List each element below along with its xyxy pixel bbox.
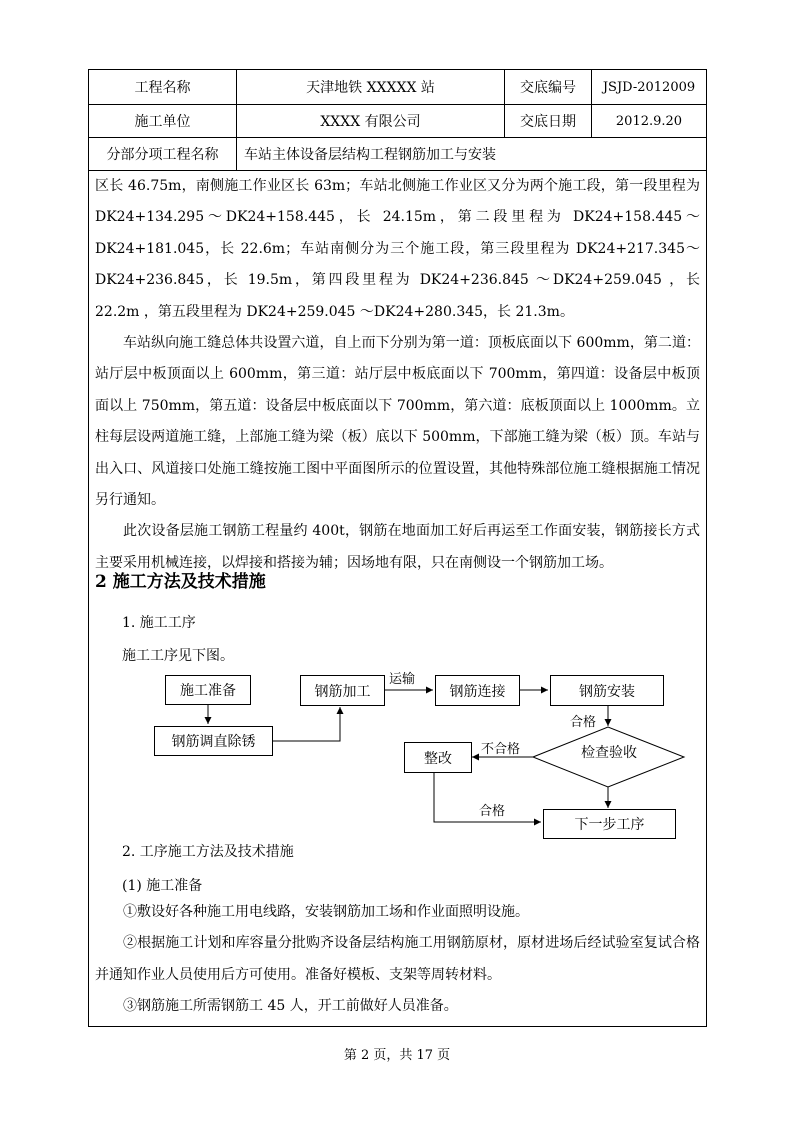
item-list (89, 897, 706, 1023)
flow-step-connect: 钢筋连接 (435, 675, 520, 706)
flow-label-pass: 合格 (570, 715, 597, 730)
date-value: 2012.9.20 (615, 113, 683, 129)
section-heading: 2 施工方法及技术措施 (95, 572, 266, 592)
flow-step-inspect: 检查验收 (581, 745, 637, 761)
project-name-value: 天津地铁 XXXXX 站 (306, 80, 435, 96)
paragraph: 此次设备层施工钢筋工程量约 400t，钢筋在地面加工好后再运至工作面安装，钢筋接长方式主要采用机械连接，以焊接和搭接为辅；因场地有限，只在南侧设一个钢筋加工场。 (95, 523, 700, 571)
project-name-label: 工程名称 (134, 80, 191, 96)
contractor-value: XXXX 有限公司 (320, 114, 421, 130)
date-label: 交底日期 (520, 114, 576, 130)
doc-no-value: JSJD-2012009 (602, 79, 696, 95)
list-item: ②根据施工计划和库容量分批购齐设备层结构施工用钢筋原材，原材进场后经试验室复试合格并通知作业人员使用后方可使用。准备好模板、支架等周转材料。 (95, 935, 700, 983)
subsection-text: 施工工序见下图。 (122, 648, 234, 664)
page-footer: 第 2 页，共 17 页 (343, 1048, 451, 1063)
arrow-straighten-to-process (273, 707, 340, 741)
subsection-item: (1) 施工准备 (122, 878, 203, 894)
flow-step-install: 钢筋安装 (550, 675, 664, 706)
document-frame (88, 69, 707, 1027)
flow-label-transport: 运输 (389, 672, 416, 687)
flow-step-next: 下一步工序 (543, 809, 676, 839)
flow-step-rectify: 整改 (404, 742, 472, 773)
paragraph: 区长 46.75m，南侧施工作业区长 63m；车站北侧施工作业区又分为两个施工段，第一段里程为 DK24+134.295～DK24+158.445，长 24.15m，第二段里程为 DK24+158.445～DK24+181.045，长 22.6m；车站南侧分为三个施工段，第三段里程为 DK24+217.345～DK24+236.845，长 19.5m，第四段里程为 DK24+236.845 ～DK24+259.045 ，长 22.2m ，第五段里程为 DK24+259.045 ～DK24+280.345，长 21.3m。 (95, 178, 700, 320)
flow-step-prep: 施工准备 (165, 675, 251, 705)
flow-label-pass: 合格 (479, 804, 506, 819)
list-item: ③钢筋施工所需钢筋工 45 人，开工前做好人员准备。 (123, 998, 458, 1015)
contractor-label: 施工单位 (134, 114, 191, 130)
sub-project-value: 车站主体设备层结构工程钢筋加工与安装 (244, 147, 496, 163)
list-item: ①敷设好各种施工用电线路，安装钢筋加工场和作业面照明设施。 (123, 904, 529, 920)
flow-step-straighten: 钢筋调直除锈 (154, 726, 273, 756)
sub-project-label: 分部分项工程名称 (106, 147, 219, 163)
flow-step-process: 钢筋加工 (300, 675, 385, 706)
doc-no-label: 交底编号 (520, 80, 576, 96)
subsection-title: 2. 工序施工方法及技术措施 (122, 844, 294, 860)
paragraph: 车站纵向施工缝总体共设置六道，自上而下分别为第一道：顶板底面以下 600mm，第二道：站厅层中板顶面以上 600mm，第三道：站厅层中板底面以下 700mm，第四道：设备层中板顶面以上 750mm，第五道：设备层中板底面以下 700mm，第六道：底板顶面以上 1000mm。立柱每层设两道施工缝，上部施工缝为梁（板）底以下 500mm，下部施工缝为梁（板）顶。车站与出入口、风道接口处施工缝按施工图中平面图所示的位置设置，其他特殊部位施工缝根据施工情况另行通知。 (95, 335, 700, 509)
flow-label-fail: 不合格 (481, 742, 521, 757)
subsection-title: 1. 施工工序 (122, 615, 196, 631)
